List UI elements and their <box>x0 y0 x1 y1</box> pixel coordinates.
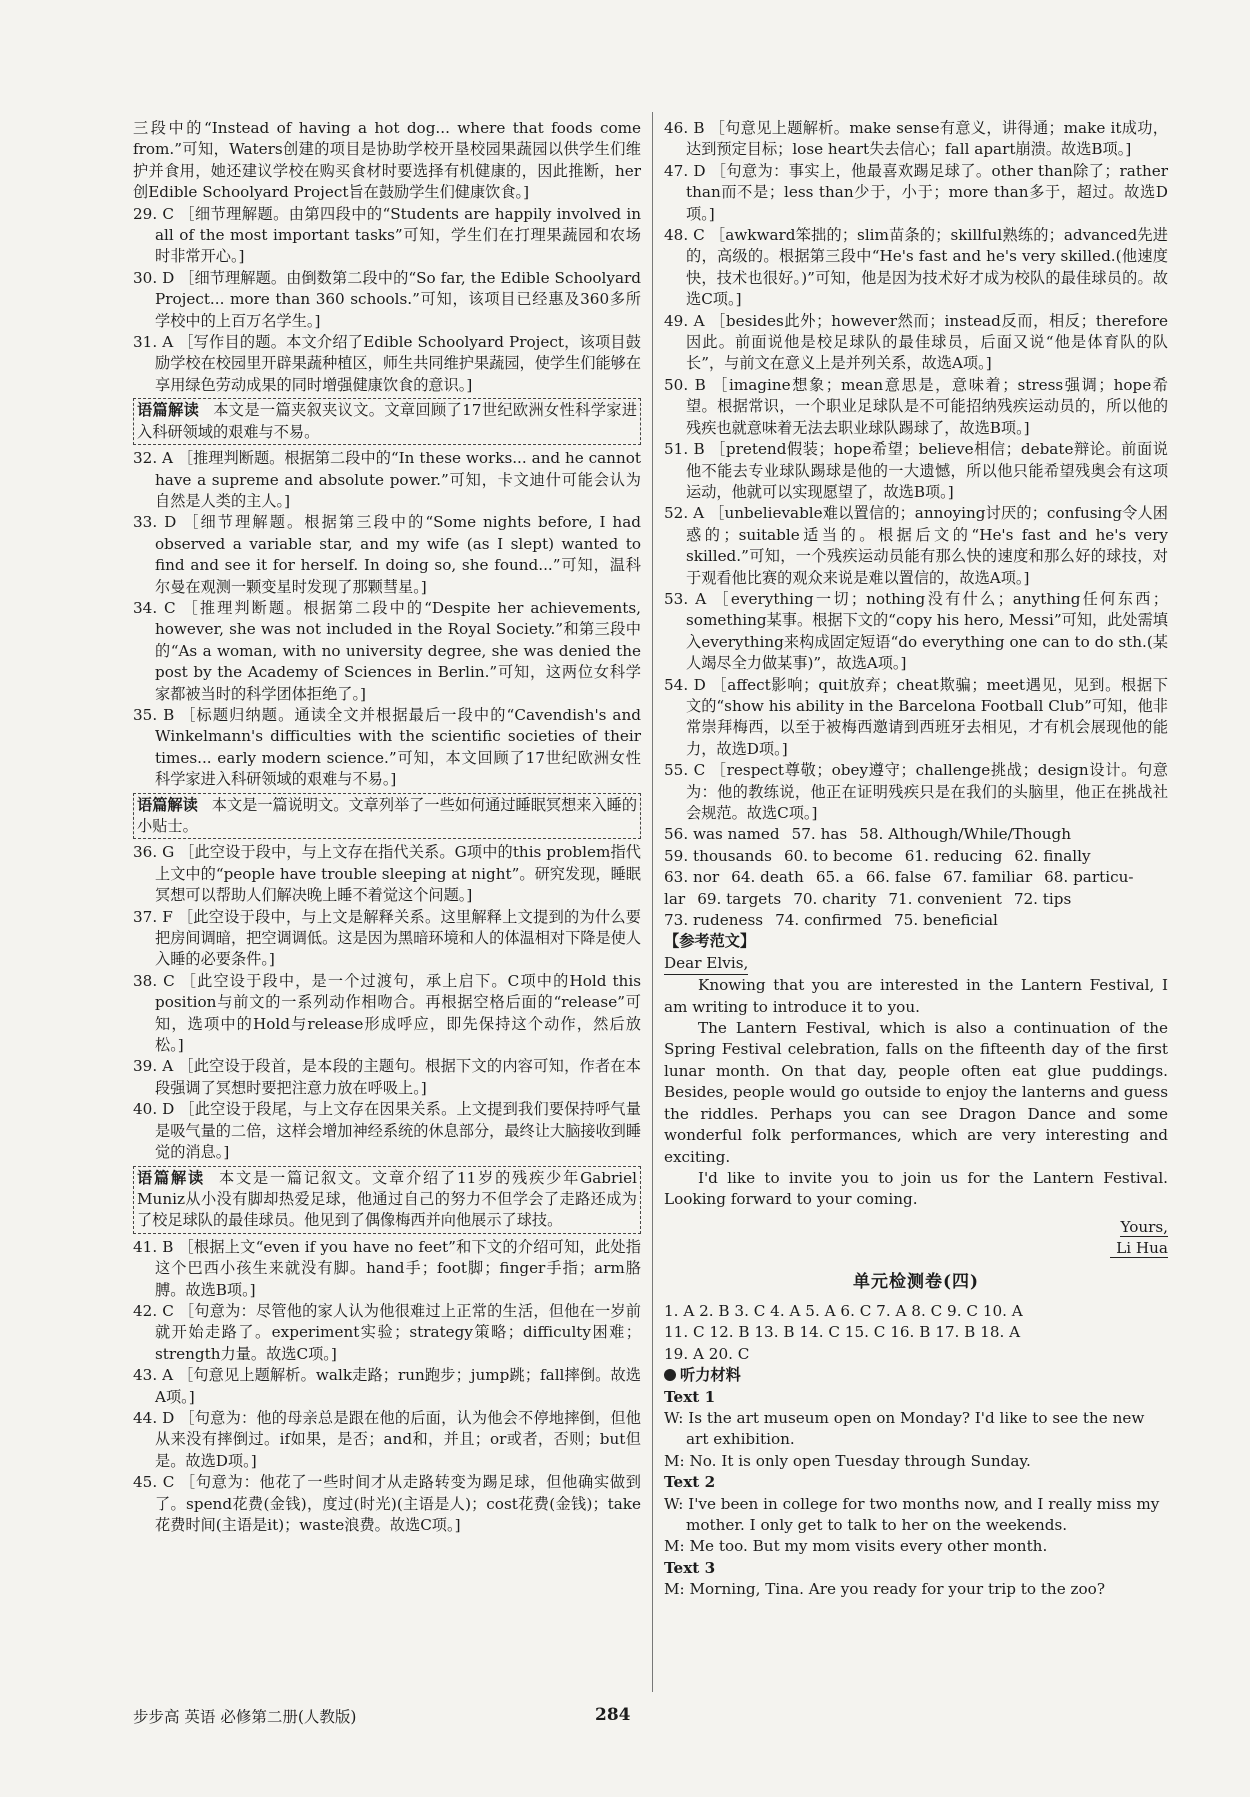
unit-test-title: 单元检测卷(四) <box>852 1271 980 1292</box>
answer-explanation: 49. A ［besides此外；however然而；instead反而，相反；therefore因此。前面说他是校足球队的最佳球员，后面又说“他是体育队的队长”，与前文在意义上是并列关系，故选A项。] <box>664 311 1168 373</box>
passage-summary-box <box>133 1166 641 1234</box>
fill-in-answer: 69. targets <box>697 889 782 908</box>
fill-in-answer: 72. tips <box>1013 889 1072 908</box>
answer-line: 11. C 12. B 13. B 14. C 15. C 16. B 17. B 18. A <box>664 1323 1021 1342</box>
answer-explanation: 29. C ［细节理解题。由第四段中的“Students are happily involved in all of the most important tasks”可知，学生们在打理果蔬园和农场时非常开心。] <box>133 204 641 266</box>
page-number: 284 <box>595 1705 631 1725</box>
book-title: 步步高 英语 必修第二册(人教版) <box>133 1708 357 1726</box>
answer-explanation: 51. B ［pretend假装；hope希望；believe相信；debate辩论。前面说他不能去专业球队踢球是他的一大遗憾，所以他只能希望残奥会有这项运动，他就可以实现愿望了，故选B项。] <box>664 440 1168 501</box>
fill-in-answer: 65. a <box>815 868 854 887</box>
answer-explanation: 33. D ［细节理解题。根据第三段中的“Some nights before, I had observed a variable star, and my wife (as I slept) wanted to find and see it for herself. In doing so, she found...”可知，温科尔曼在观测一颗变星时发现了那颗彗星。] <box>133 513 641 596</box>
essay-paragraph: Knowing that you are interested in the Lantern Festival, I am writing to introduce it to you. <box>664 976 1168 1016</box>
fill-in-answer: 75. beneficial <box>894 911 998 930</box>
answer-explanation: 40. D ［此空设于段尾，与上文存在因果关系。上文提到我们要保持呼气量是吸气量的二倍，这样会增加神经系统的休息部分，最终让大脑接收到睡觉的消息。] <box>133 1100 641 1162</box>
answer-explanation: 32. A ［推理判断题。根据第二段中的“In these works... and he cannot have a supreme and absolute power.”可知，卡文迪什可能会认为自然是人类的主人。] <box>133 449 641 510</box>
essay-paragraph: I'd like to invite you to join us for the Lantern Festival. Looking forward to your coming. <box>664 1168 1168 1209</box>
fill-in-answer: 56. was named <box>664 825 780 844</box>
passage-summary-text: 本文是一篇说明文。文章列举了一些如何通过睡眠冥想来入睡的小贴士。 <box>137 795 637 835</box>
fill-in-answers-row <box>664 867 1168 888</box>
listening-text-title: Text 3 <box>664 1558 716 1577</box>
fill-in-answer: 58. Although/While/Though <box>859 825 1072 844</box>
answer-explanation: 54. D ［affect影响；quit放弃；cheat欺骗；meet遇见，见到。根据下文的“show his ability in the Barcelona Football Club”可知，他非常崇拜梅西，以至于被梅西邀请到西班牙去相见，才有机会展现他的能力，故选D项。] <box>664 675 1168 758</box>
passage-summary-label: 语篇解读 <box>137 795 198 814</box>
fill-in-answers-row <box>664 824 1168 845</box>
listening-text-title: Text 1 <box>664 1387 716 1406</box>
essay-paragraph: The Lantern Festival, which is also a continuation of the Spring Festival celebration, falls on the fifteenth day of the first lunar month. On that day, people often eat glue puddings. Besides, people would go outside to enjoy the lanterns and guess the riddles. Perhaps you can see Dragon Dance and some wonderful folk performances, which are very interesting and exciting. <box>664 1019 1168 1166</box>
answer-explanation: 30. D ［细节理解题。由倒数第二段中的“So far, the Edible Schoolyard Project... more than 360 schools.”可知，该项目已经惠及360多所学校中的上百万名学生。] <box>133 268 641 330</box>
passage-summary-box <box>133 793 641 840</box>
fill-in-answers-row <box>664 889 1168 910</box>
fill-in-answer: 71. convenient <box>888 889 1002 908</box>
fill-in-answer: 59. thousands <box>664 846 772 865</box>
listening-text-title: Text 2 <box>664 1473 716 1492</box>
text-paragraph: 三段中的“Instead of having a hot dog... where that foods come from.”可知，Waters创建的项目是协助学校开垦校园果蔬园以供学生们维护并食用，她还建议学校在购买食材时要选择有机健康的，因此推断，her创Edible Schoolyard Project旨在鼓励学生们健康饮食。] <box>133 119 641 202</box>
answer-explanation: 42. C ［句意为：尽管他的家人认为他很难过上正常的生活，但他在一岁前就开始走路了。experiment实验；strategy策略；difficulty困难；strength力量。故选C项。] <box>133 1301 641 1363</box>
answer-explanation: 43. A ［句意见上题解析。walk走路；run跑步；jump跳；fall摔倒。故选A项。] <box>133 1366 641 1406</box>
unit-test-answers <box>664 1301 1168 1365</box>
dialogue-line: W: Is the art museum open on Monday? I'd like to see the new art exhibition. <box>664 1408 1145 1449</box>
dialogue-line: W: I've been in college for two months now, and I really miss my mother. I only get to talk to her on the weekends. <box>664 1494 1160 1534</box>
answer-explanation: 45. C ［句意为：他花了一些时间才从走路转变为踢足球，但他确实做到了。spend花费(金钱)，度过(时光)(主语是人)；cost花费(金钱)；take花费时间(主语是it)；waste浪费。故选C项。] <box>133 1473 641 1534</box>
answer-explanation: 36. G ［此空设于段中，与上文存在指代关系。G项中的this problem指代上文中的“people have trouble sleeping at night”。研究发现，睡眠冥想可以帮助人们解决晚上睡不着觉这个问题。] <box>133 843 641 905</box>
answer-explanation: 39. A ［此空设于段首，是本段的主题句。根据下文的内容可知，作者在本段强调了冥想时要把注意力放在呼吸上。] <box>133 1057 641 1097</box>
answer-explanation: 47. D ［句意为：事实上，他最喜欢踢足球了。other than除了；rather than而不是；less than少于，小于；more than多于，超过。故选D项。] <box>664 161 1168 223</box>
fill-in-answers-row <box>664 846 1168 867</box>
dialogue-line: M: No. It is only open Tuesday through Sunday. <box>664 1451 1031 1470</box>
passage-summary-label: 语篇解读 <box>137 1168 205 1187</box>
right-column <box>664 118 1168 1601</box>
answer-explanation: 52. A ［unbelievable难以置信的；annoying讨厌的；confusing令人困惑的；suitable适当的。根据后文的“He's fast and he's very skilled.”可知，一个残疾运动员能有那么快的速度和那么好的球技，对于观看他比赛的观众来说是难以置信的，故选A项。] <box>664 504 1168 587</box>
left-column <box>133 118 641 1536</box>
dialogue-line: M: Me too. But my mom visits every other month. <box>664 1537 1048 1556</box>
bullet-icon <box>664 1369 676 1381</box>
dialogue-line: M: Morning, Tina. Are you ready for your trip to the zoo? <box>664 1580 1105 1599</box>
fill-in-answer: 68. particu- <box>1044 868 1134 887</box>
answer-explanation: 50. B ［imagine想象；mean意思是，意味着；stress强调；hope希望。根据常识，一个职业足球队是不可能招纳残疾运动员的，所以他的残疾也就意味着无法去职业球队踢球了，故选B项。] <box>664 375 1168 437</box>
answer-explanation: 38. C ［此空设于段中，是一个过渡句，承上启下。C项中的Hold this position与前文的一系列动作相吻合。再根据空格后面的“release”可知，选项中的Hold与release形成呼应，即先保持这个动作，然后放松。] <box>133 971 641 1055</box>
fill-in-answer: 67. familiar <box>943 868 1033 887</box>
answer-line: 1. A 2. B 3. C 4. A 5. A 6. C 7. A 8. C 9. C 10. A <box>664 1301 1023 1320</box>
answer-explanation: 31. A ［写作目的题。本文介绍了Edible Schoolyard Project，该项目鼓励学校在校园里开辟果蔬种植区，师生共同维护果蔬园，使学生们能够在享用绿色劳动成果的同时增强健康饮食的意识。] <box>133 333 641 394</box>
fill-in-answers-row <box>664 910 1168 931</box>
passage-summary-box <box>133 398 641 445</box>
fill-in-answer: lar <box>664 889 686 908</box>
fill-in-answer: 74. confirmed <box>775 911 883 930</box>
answer-explanation: 37. F ［此空设于段中，与上文是解释关系。这里解释上文提到的为什么要把房间调暗，把空调调低。这是因为黑暗环境和人的体温相对下降是使人入睡的必要条件。] <box>133 907 641 969</box>
essay-greeting: Dear Elvis, <box>664 953 1168 975</box>
essay-heading: 【参考范文】 <box>664 932 756 951</box>
fill-in-answer: 66. false <box>865 868 932 887</box>
answer-explanation: 48. C ［awkward笨拙的；slim苗条的；skillful熟练的；advanced先进的，高级的。根据第三段中“He's fast and he's very skilled.(他速度快，技术也很好。)”可知，他是因为技术好才成为校队的最佳球员的。故选C项。] <box>664 226 1168 309</box>
fill-in-answer: 57. has <box>791 825 848 844</box>
fill-in-answer: 64. death <box>731 868 804 887</box>
fill-in-answer: 70. charity <box>793 889 877 908</box>
model-essay <box>664 931 1168 1259</box>
fill-in-answer: 61. reducing <box>904 846 1003 865</box>
listening-texts <box>664 1387 1168 1601</box>
answer-explanation: 34. C ［推理判断题。根据第二段中的“Despite her achievements, however, she was not included in the Royal Society.”和第三段中的“As a woman, with no university degree, she was denied the post by the Academy of Sciences in Berlin.”可知，这两位女科学家都被当时的科学团体拒绝了。] <box>133 598 641 703</box>
fill-in-answer: 63. nor <box>664 868 720 887</box>
answer-explanation: 35. B ［标题归纳题。通读全文并根据最后一段中的“Cavendish's and Winkelmann's difficulties with the scientific societies of their times... early modern science.”可知，本文回顾了17世纪欧洲女性科学家进入科研领域的艰难与不易。] <box>133 705 641 789</box>
answer-explanation: 53. A ［everything一切；nothing没有什么；anything任何东西；something某事。根据下文的“copy his hero, Messi”可知，此处需填入everything来构成固定短语“do everything one can to do sth.(某人竭尽全力做某事)”，故选A项。] <box>664 589 1168 673</box>
essay-signature: Li Hua <box>664 1238 1168 1259</box>
answer-explanation: 41. B ［根据上文“even if you have no feet”和下文的介绍可知，此处指这个巴西小孩生来就没有脚。hand手；foot脚；finger手指；arm胳膊。故选B项。] <box>133 1237 641 1299</box>
passage-summary-text: 本文是一篇夹叙夹议文。文章回顾了17世纪欧洲女性科学家进入科研领域的艰难与不易。 <box>137 401 638 441</box>
essay-closing: Yours, <box>1120 1217 1168 1236</box>
answer-explanation: 44. D ［句意为：他的母亲总是跟在他的后面，认为他会不停地摔倒，但他从来没有摔倒过。if如果，是否；and和，并且；or或者，否则；but但是。故选D项。] <box>133 1408 641 1470</box>
passage-summary-text: 本文是一篇记叙文。文章介绍了11岁的残疾少年Gabriel Muniz从小没有脚却热爱足球，他通过自己的努力不但学会了走路还成为了校足球队的最佳球员。他见到了偶像梅西并向他展示了球技。 <box>137 1168 637 1230</box>
passage-summary-label: 语篇解读 <box>137 401 200 420</box>
answer-line: 19. A 20. C <box>664 1344 750 1363</box>
fill-in-answer: 60. to become <box>783 846 893 865</box>
answer-explanation: 55. C ［respect尊敬；obey遵守；challenge挑战；design设计。句意为：他的教练说，他正在证明残疾只是在我们的头脑里，他正在挑战社会规范。故选C项。] <box>664 761 1168 822</box>
column-divider <box>652 112 653 1692</box>
listening-heading: 听力材料 <box>664 1365 1168 1386</box>
right-answer-items <box>664 118 1168 931</box>
answer-explanation: 46. B ［句意见上题解析。make sense有意义，讲得通；make it成功，达到预定目标；lose heart失去信心；fall apart崩溃。故选B项。] <box>664 119 1168 159</box>
fill-in-answer: 73. rudeness <box>664 911 764 930</box>
fill-in-answer: 62. finally <box>1014 846 1091 865</box>
